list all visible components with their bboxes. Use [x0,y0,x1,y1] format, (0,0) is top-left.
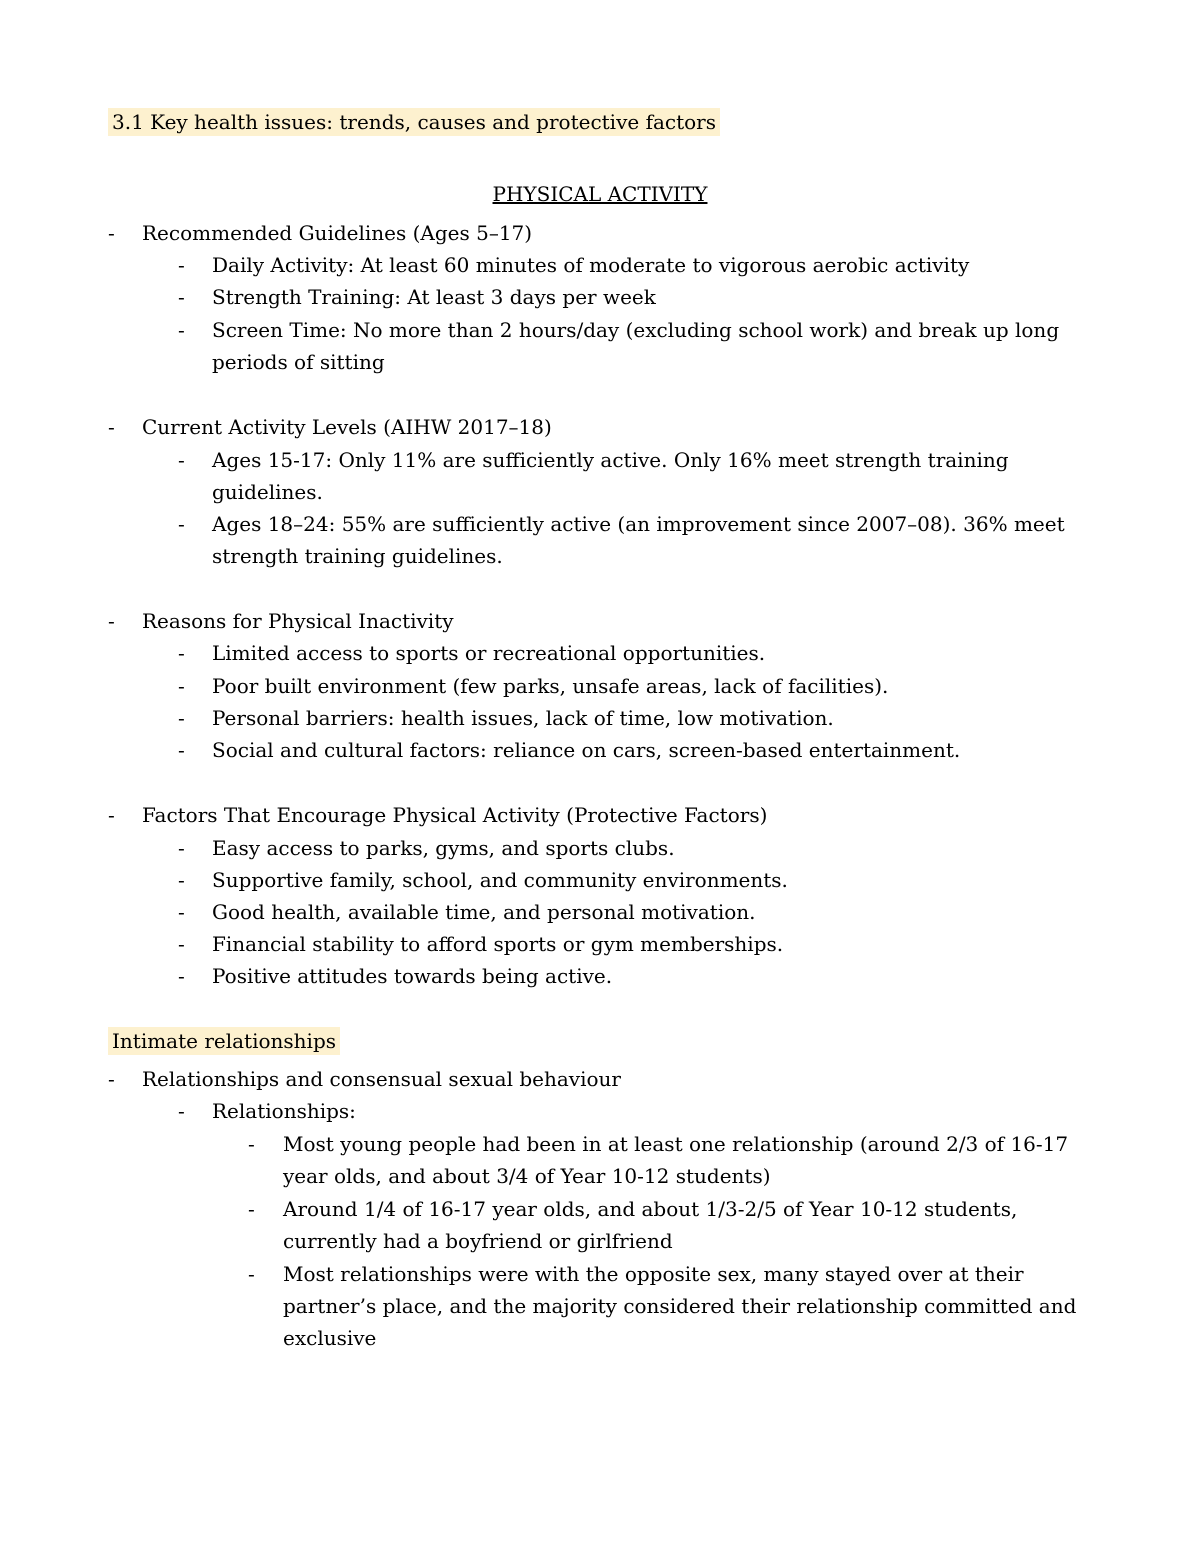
bullet-dash: - [178,836,185,860]
intimate-item: Most relationships were with the opposite sex, many stayed over at their [283,1262,1024,1286]
reasons-item: Limited access to sports or recreational opportunities. [212,641,766,665]
intimate-relationships-heading [108,1025,340,1057]
protective-item: Good health, available time, and personal motivation. [212,900,756,924]
bullet-dash: - [178,900,185,924]
bullet-dash: - [108,803,115,827]
bullet-dash: - [178,318,185,342]
section-heading-text: 3.1 Key health issues: trends, causes and protective factors [108,108,720,136]
bullet-dash: - [108,609,115,633]
bullet-dash: - [178,641,185,665]
bullet-dash: - [178,674,185,698]
guidelines-heading: Recommended Guidelines (Ages 5–17) [142,221,533,245]
reasons-item: Social and cultural factors: reliance on cars, screen-based entertainment. [212,738,961,762]
bullet-dash: - [108,415,115,439]
physical-activity-title: PHYSICAL ACTIVITY [492,182,708,206]
bullet-dash: - [248,1132,255,1156]
protective-item: Positive attitudes towards being active. [212,964,613,988]
intimate-item-continued: year olds, and about 3/4 of Year 10-12 students) [283,1164,771,1188]
intimate-relationships-heading-text: Intimate relationships [108,1027,340,1055]
reasons-item: Personal barriers: health issues, lack of time, low motivation. [212,706,834,730]
intimate-heading: Relationships and consensual sexual behaviour [142,1067,621,1091]
guidelines-item: Strength Training: At least 3 days per week [212,285,656,309]
current-levels-item: Ages 18–24: 55% are sufficiently active (an improvement since 2007–08). 36% meet [212,512,1065,536]
reasons-item: Poor built environment (few parks, unsafe areas, lack of facilities). [212,674,889,698]
bullet-dash: - [178,706,185,730]
bullet-dash: - [248,1262,255,1286]
bullet-dash: - [178,868,185,892]
intimate-item-continued: currently had a boyfriend or girlfriend [283,1229,673,1253]
guidelines-item: Screen Time: No more than 2 hours/day (excluding school work) and break up long [212,318,1060,342]
bullet-dash: - [178,285,185,309]
bullet-dash: - [178,964,185,988]
current-levels-item: Ages 15-17: Only 11% are sufficiently active. Only 16% meet strength training [212,448,1009,472]
protective-item: Supportive family, school, and community environments. [212,868,788,892]
guidelines-item: Daily Activity: At least 60 minutes of moderate to vigorous aerobic activity [212,253,970,277]
protective-item: Easy access to parks, gyms, and sports clubs. [212,836,675,860]
bullet-dash: - [108,221,115,245]
bullet-dash: - [178,738,185,762]
bullet-dash: - [178,512,185,536]
current-levels-item-continued: guidelines. [212,480,323,504]
bullet-dash: - [108,1067,115,1091]
current-levels-heading: Current Activity Levels (AIHW 2017–18) [142,415,552,439]
current-levels-item-continued: strength training guidelines. [212,544,503,568]
bullet-dash: - [178,253,185,277]
intimate-sub-heading: Relationships: [212,1099,356,1123]
bullet-dash: - [178,932,185,956]
intimate-item-continued: exclusive [283,1326,377,1350]
guidelines-item-continued: periods of sitting [212,350,385,374]
intimate-item-continued: partner’s place, and the majority considered their relationship committed and [283,1294,1077,1318]
section-heading [108,106,720,138]
intimate-item: Most young people had been in at least one relationship (around 2/3 of 16-17 [283,1132,1069,1156]
intimate-item: Around 1/4 of 16-17 year olds, and about 1/3-2/5 of Year 10-12 students, [283,1197,1018,1221]
reasons-heading: Reasons for Physical Inactivity [142,609,454,633]
bullet-dash: - [178,1099,185,1123]
bullet-dash: - [178,448,185,472]
protective-heading: Factors That Encourage Physical Activity (Protective Factors) [142,803,768,827]
bullet-dash: - [248,1197,255,1221]
protective-item: Financial stability to afford sports or gym memberships. [212,932,784,956]
